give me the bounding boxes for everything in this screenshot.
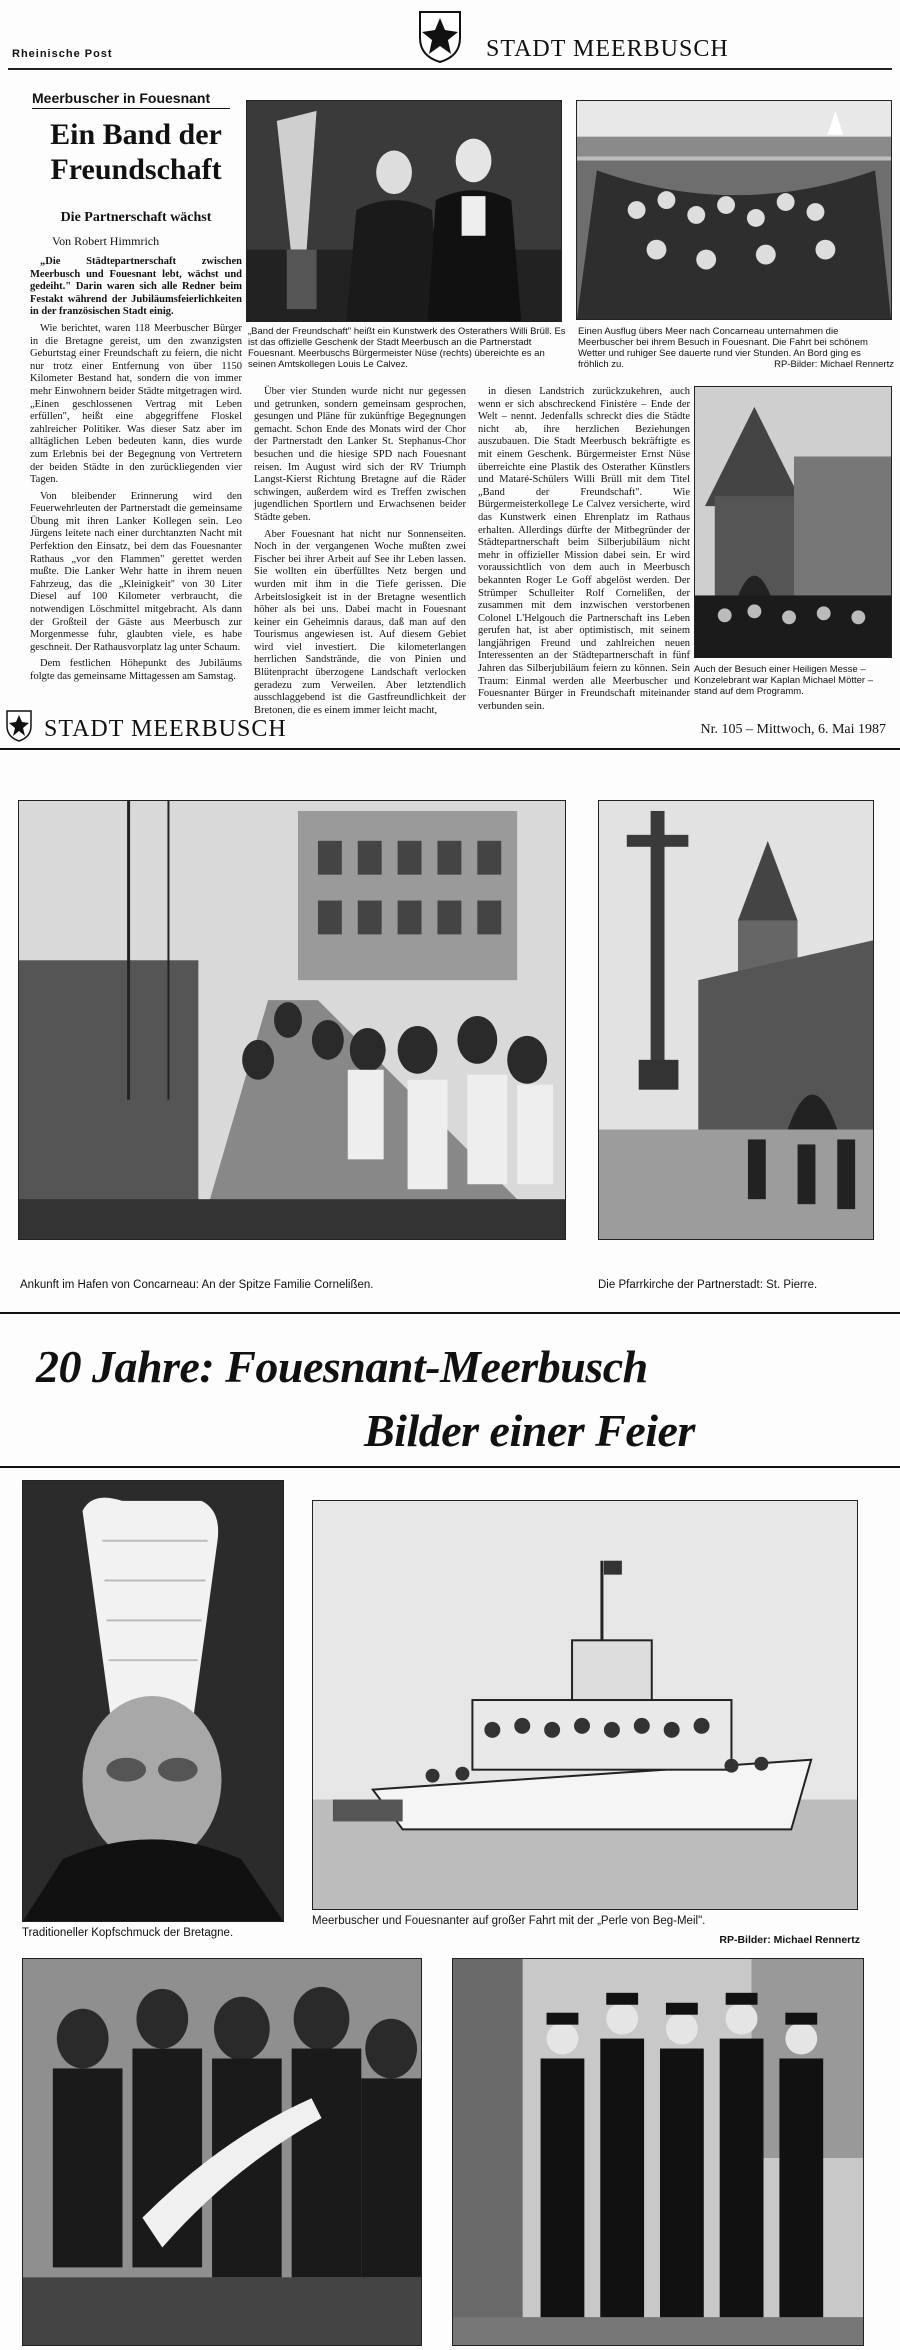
- article-column-3: [478, 386, 690, 712]
- article-lead: „Die Städtepartnerschaft zwischen Meerbusch und Fouesnant lebt, wächst und gedeiht." Darin waren sich alle Redner beim Festakt während der Jubiläumsfeierlichkeiten in der französischen Stadt einig.: [30, 256, 242, 318]
- article-byline: Von Robert Himmrich: [52, 234, 160, 248]
- article-column-1: [30, 256, 242, 692]
- photo-church-mass: [694, 386, 892, 658]
- article-subheadline: Die Partnerschaft wächst: [60, 210, 212, 225]
- feature-headline-line2: Bilder einer Feier: [364, 1405, 695, 1456]
- caption-headdress: Traditioneller Kopfschmuck der Bretagne.: [22, 1927, 234, 1939]
- masthead-top: [8, 8, 892, 70]
- article-paragraph: Über vier Stunden wurde nicht nur gegessen und getrunken, sondern gemeinsam gesprochen, gesungen und Pläne für zukünftige Begegnungen gemacht. Schon Ende des Monats wird der Chor der Partnerstadt den Lanker St. Stephanus-Chor besuchen und die hiesige SPD nach Fouesnant reisen. Im August wird sich der RV Triumph Langst-Kierst Richtung Bretagne auf die Räder schwingen, außerdem wird es Treffen zwischen jugendlichen Sportlern und Erwachsenen beider Städte geben.: [254, 386, 466, 523]
- photo-harbor-arrival: [18, 800, 566, 1240]
- photo-crowd-celebration: [22, 1958, 422, 2346]
- top-clipping: [8, 8, 894, 716]
- city-crest-icon: [6, 710, 32, 742]
- photo-sculpture-handover: [246, 100, 562, 322]
- article-column-2: [254, 386, 466, 716]
- caption-sculpture: „Band der Freundschaft" heißt ein Kunstwerk des Osterathers Willi Brüll. Es ist das offizielle Geschenk der Stadt Meerbusch an die Partnerstadt Fouesnant. Meerbuschs Bürgermeister Nüse (rechts) übereichte es an seinen Amtskollegen Louis Le Calvez.: [248, 326, 566, 370]
- photo-ship-perle-beg-meil: [312, 1500, 858, 1910]
- section-rule: [0, 1466, 900, 1468]
- masthead-bottom: [0, 700, 900, 750]
- photo-credit: RP-Bilder: Michael Rennertz: [774, 359, 894, 370]
- caption-church-mass: Auch der Besuch einer Heiligen Messe – Konzelebrant war Kaplan Michael Mötter – stand auf dem Programm.: [694, 664, 874, 697]
- article-headline: Ein Band der Freundschaft: [50, 118, 222, 186]
- issue-date: Nr. 105 – Mittwoch, 6. Mai 1987: [700, 722, 886, 737]
- article-paragraph: Aber Fouesnant hat nicht nur Sonnenseiten. Noch in der vergangenen Woche mußten zwei Fischer bei ihrer Arbeit auf See ihr Leben lassen. Sie wollten ein überfülltes Netz bergen und wurden mit ihm in die Tiefe gerissen. Die Arbeitslosigkeit ist in der Bretagne wesentlich höher als bei uns. Dabei macht in Fouesnant keiner ein Geheimnis daraus, daß man auf den Tourismus angewiesen ist. Auf diesem Gebiet wird viel investiert. Die kilometerlangen herrlichen Sandstrände, die von Pinien und Blütenpracht überzogene Landschaft verlocken geradezu zum Verweilen. Aber letztendlich ausschlaggebend ist die Gastfreundlichkeit der Bretonen, die es einem immer leicht macht,: [254, 528, 466, 716]
- paper-name: Rheinische Post: [12, 48, 113, 60]
- article-paragraph: Von bleibender Erinnerung wird den Feuerwehrleuten der Partnerstadt die gemeinsame Übung mit ihren Lanker Kollegen sein. Leo Jürgens leitete nach einer durchtanzten Nacht mit Perfektion den Einsatz, bei dem das Fouesnanter Rathaus „vor den Flammen" gerettet werden mußte. Die Lanker Wehr hatte in ihrem neuen Fahrzeug, das die „Kleinigkeit" von 30 Liter Diesel auf 100 Kilometer verbraucht, die notwendigen Löschmittel mitgebracht. Als dann der Großteil der Gäste aus Meerbusch zur Morgenmesse fuhr, glaubten viele, es habe geschneit. Der Rathausvorplatz lag unter Schaum.: [30, 490, 242, 653]
- article-kicker: Meerbuscher in Fouesnant: [32, 90, 230, 109]
- photo-boat-trip: [576, 100, 892, 320]
- masthead-title: STADT MEERBUSCH: [44, 716, 287, 742]
- feature-headline-line1: 20 Jahre: Fouesnant-Meerbusch: [36, 1341, 648, 1392]
- photo-uniformed-group: [452, 1958, 864, 2346]
- photo-credit: RP-Bilder: Michael Rennertz: [719, 1934, 860, 1946]
- caption-boat-text: Einen Ausflug übers Meer nach Concarneau unternahmen die Meerbuscher bei ihrem Besuch in Fouesnant. Die Fahrt bei schönem Wetter und ruhiger See dauerte rund vier Stunden. An Bord ging es fröhlich zu.: [578, 326, 868, 370]
- caption-boat-trip: [578, 326, 894, 370]
- section-rule: [0, 1312, 900, 1314]
- article-paragraph: in diesen Landstrich zurückzukehren, auch wenn er sich abschreckend Finistère – Ende der Welt – nennt. Jedenfalls schreckt dies die Städte nicht ab, ihre herzlichen Beziehungen auszubauen. Die Stadt Meerbusch bekräftigte es mit einem Geschenk. Bürgermeister Ernst Nüse überreichte eine Plastik des Osterather Künstlers und Mataré-Schülers Willi Brüll mit dem Titel „Band der Freundschaft". Wie Bürgermeisterkollege Le Calvez versicherte, wird das Kunstwerk einen Ehrenplatz im Rathaus erhalten. Allerdings dürfte der Mitbegründer der Städtepartnerschaft beim Silberjubiläum nicht mehr in offizieller Mission dabei sein. Er wird voraussichtlich von dem auch in Meerbusch bekannten Roger Le Goff abgelöst werden. Der Strümper Schulleiter Rolf Cornelißen, der zusammen mit dem inzwischen verstorbenen Colonel L'Helgouch die Partnerschaft ins Leben gerufen hat, ist aber optimistisch, mit seinem langjährigen Freund und zahlreichen neuen Interessenten an der Städtepartnerschaft in fünf Jahren das Silberjubiläum feiern zu können. Sein Traum: Einmal werden alle Meerbuscher und Fouesnanter Bürger in Freundschaft miteinander verbunden sein.: [478, 386, 690, 712]
- photo-breton-headdress: [22, 1480, 284, 1922]
- caption-st-pierre: Die Pfarrkirche der Partnerstadt: St. Pierre.: [598, 1279, 818, 1291]
- article-paragraph: Wie berichtet, waren 118 Meerbuscher Bürger in die Bretagne gereist, um den zwanzigsten Geburtstag einer Freundschaft zu feiern, die nicht nur trotz einer Entfernung von über 1150 Kilometer Bestand hat, sondern die von immer mehr Einwohnern beider Städte mitgetragen wird. „Einen geschlossenen Vertrag mit Leben erfüllen", heißt eine abgegriffene Floskel zahlreicher Politiker. Was dieser Satz aber im alltäglichen Leben bedeuten kann, dies wurde zum Erlebnis bei der Begegnung von Vertretern der beiden Städte in den zurückliegenden vier Tagen.: [30, 322, 242, 486]
- caption-ship: Meerbuscher und Fouesnanter auf großer Fahrt mit der „Perle von Beg-Meil".: [312, 1915, 706, 1927]
- article-paragraph: Dem festlichen Höhepunkt des Jubiläums folgte das gemeinsame Mittagessen am Samstag.: [30, 658, 242, 682]
- city-crest-icon: [418, 10, 462, 64]
- city-title: STADT MEERBUSCH: [486, 36, 729, 62]
- caption-harbor-arrival: Ankunft im Hafen von Concarneau: An der Spitze Familie Cornelißen.: [20, 1279, 374, 1291]
- photo-st-pierre-church: [598, 800, 874, 1240]
